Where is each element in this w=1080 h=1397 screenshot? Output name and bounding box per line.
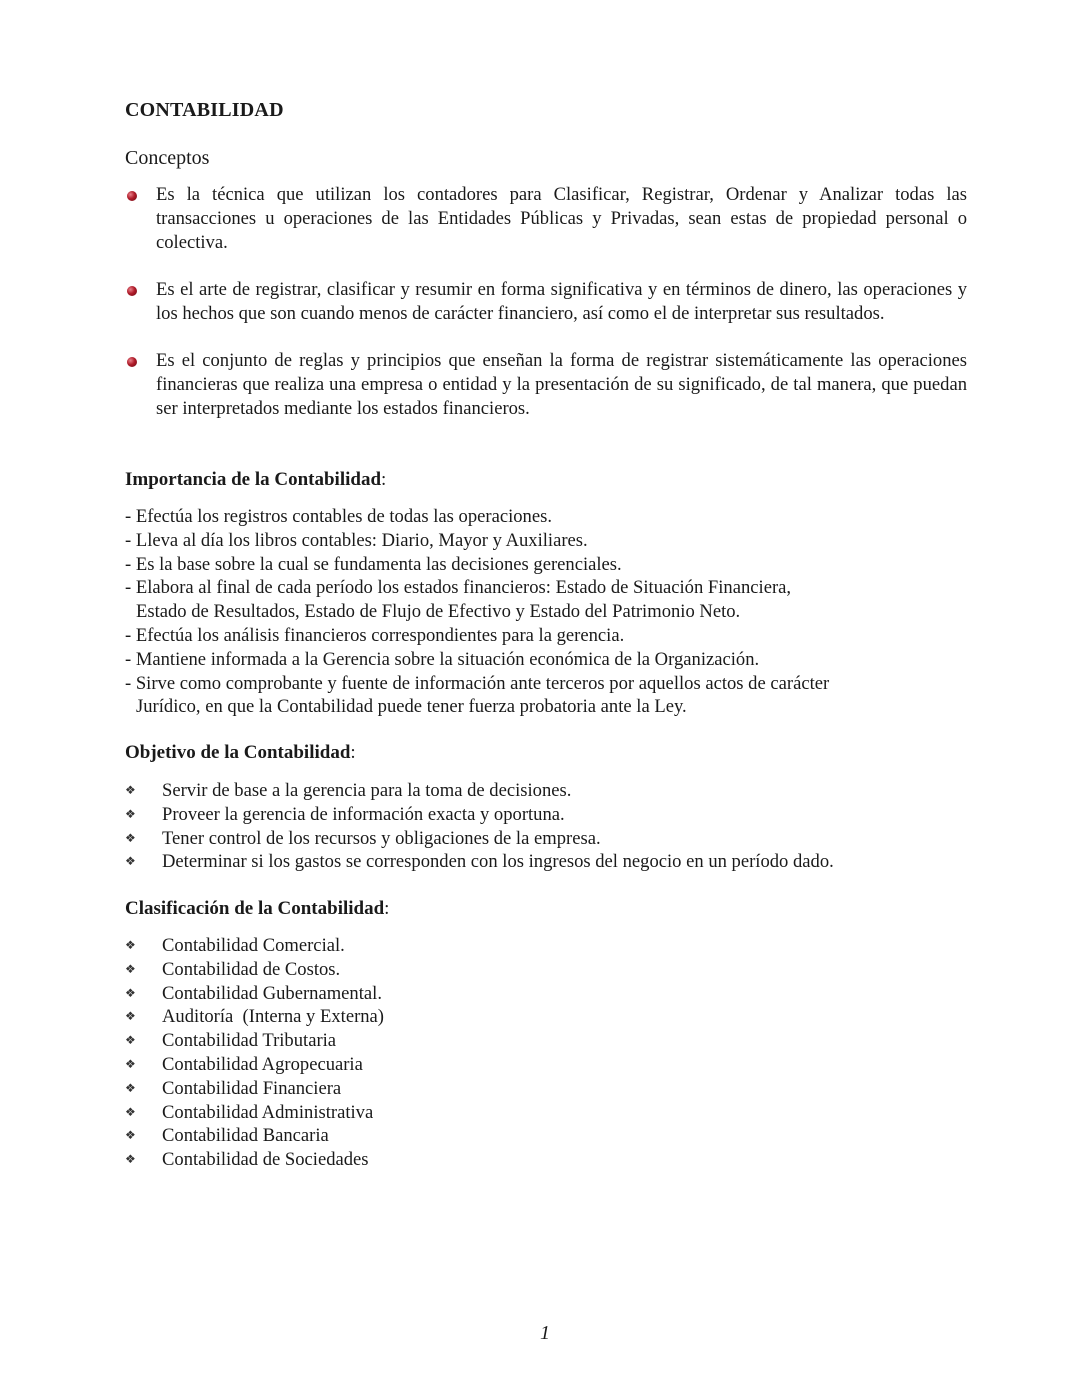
importance-heading-text: Importancia de la Contabilidad — [125, 469, 382, 490]
importance-item: - Mantiene informada a la Gerencia sobre la situación económica de la Organización. — [125, 648, 760, 670]
classification-list — [125, 934, 967, 1172]
objective-text: Proveer la gerencia de información exacta y oportuna. — [162, 803, 565, 825]
diamond-bullet-icon: ❖ — [125, 1009, 136, 1024]
objective-item — [125, 779, 967, 803]
red-ball-bullet-icon — [127, 286, 137, 296]
concepts-list — [125, 183, 967, 444]
importance-list — [125, 505, 967, 719]
classification-heading-text: Clasificación de la Contabilidad — [125, 898, 385, 919]
diamond-bullet-icon: ❖ — [125, 806, 136, 821]
concept-item — [125, 349, 967, 421]
classification-heading — [125, 898, 389, 920]
red-ball-bullet-icon — [127, 357, 137, 367]
classification-text: Contabilidad Gubernamental. — [162, 982, 382, 1004]
concept-text: Es la técnica que utilizan los contadores para Clasificar, Registrar, Ordenar y Analizar todas las transacciones u operaciones de las Entidades Públicas y Privadas, sean estas de propiedad personal o colectiva. — [156, 184, 967, 253]
diamond-bullet-icon: ❖ — [125, 1152, 136, 1167]
importance-item-continuation: Jurídico, en que la Contabilidad puede tener fuerza probatoria ante la Ley. — [136, 696, 687, 718]
classification-item — [125, 1029, 967, 1053]
concept-text: Es el arte de registrar, clasificar y resumir en forma significativa y en términos de dinero, las operaciones y los hechos que son cuando menos de carácter financiero, así como el de interpretar sus resultados. — [156, 279, 967, 324]
importance-item: - Es la base sobre la cual se fundamenta las decisiones gerenciales. — [125, 553, 622, 575]
objective-text: Determinar si los gastos se corresponden con los ingresos del negocio en un período dado. — [162, 851, 834, 873]
classification-item — [125, 1124, 967, 1148]
diamond-bullet-icon: ❖ — [125, 1056, 136, 1071]
diamond-bullet-icon: ❖ — [125, 830, 136, 845]
objective-text: Tener control de los recursos y obligaciones de la empresa. — [162, 827, 601, 849]
classification-text: Contabilidad Administrativa — [162, 1101, 374, 1123]
importance-item-continuation: Estado de Resultados, Estado de Flujo de Efectivo y Estado del Patrimonio Neto. — [136, 601, 741, 623]
objective-heading-text: Objetivo de la Contabilidad — [125, 742, 351, 763]
classification-text: Contabilidad de Costos. — [162, 958, 341, 980]
classification-item — [125, 982, 967, 1006]
concept-text: Es el conjunto de reglas y principios que enseñan la forma de registrar sistemáticamente las operaciones financieras que realiza una empresa o entidad y la presentación de su significado, de tal manera, que puedan ser interpretados mediante los estados financieros. — [156, 350, 967, 419]
concept-item — [125, 183, 967, 255]
objective-list — [125, 779, 967, 874]
importance-item: - Sirve como comprobante y fuente de información ante terceros por aquellos actos de carácter — [125, 672, 830, 694]
diamond-bullet-icon: ❖ — [125, 1033, 136, 1048]
classification-item — [125, 1077, 967, 1101]
diamond-bullet-icon: ❖ — [125, 985, 136, 1000]
diamond-bullet-icon: ❖ — [125, 1104, 136, 1119]
classification-text: Contabilidad Comercial. — [162, 935, 345, 956]
document-title: CONTABILIDAD — [125, 99, 284, 121]
heading-colon: : — [350, 742, 356, 763]
concept-item — [125, 278, 967, 326]
importance-item: - Efectúa los registros contables de todas las operaciones. — [125, 506, 552, 527]
importance-item: - Lleva al día los libros contables: Diario, Mayor y Auxiliares. — [125, 529, 588, 551]
classification-text: Contabilidad Tributaria — [162, 1030, 337, 1052]
classification-text: Contabilidad de Sociedades — [162, 1149, 369, 1171]
concepts-heading: Conceptos — [125, 147, 210, 169]
objective-item — [125, 803, 967, 827]
diamond-bullet-icon: ❖ — [125, 783, 136, 797]
diamond-bullet-icon: ❖ — [125, 1128, 136, 1143]
diamond-bullet-icon: ❖ — [125, 1080, 136, 1095]
classification-text: Contabilidad Bancaria — [162, 1125, 329, 1147]
red-ball-bullet-icon — [127, 191, 137, 201]
importance-heading — [125, 469, 386, 491]
diamond-bullet-icon: ❖ — [125, 938, 136, 952]
classification-text: Auditoría (Interna y Externa) — [162, 1006, 384, 1028]
importance-item: - Elabora al final de cada período los estados financieros: Estado de Situación Financiera, — [125, 577, 792, 599]
page-number: 1 — [540, 1322, 550, 1344]
diamond-bullet-icon: ❖ — [125, 854, 136, 869]
classification-item — [125, 1053, 967, 1077]
importance-item: - Efectúa los análisis financieros correspondientes para la gerencia. — [125, 624, 625, 646]
classification-text: Contabilidad Agropecuaria — [162, 1053, 363, 1075]
heading-colon: : — [384, 898, 390, 919]
heading-colon: : — [381, 469, 387, 490]
classification-text: Contabilidad Financiera — [162, 1077, 342, 1099]
objective-heading — [125, 742, 356, 764]
objective-text: Servir de base a la gerencia para la toma de decisiones. — [162, 780, 572, 801]
classification-item — [125, 934, 967, 958]
classification-item — [125, 958, 967, 982]
diamond-bullet-icon: ❖ — [125, 961, 136, 976]
objective-item — [125, 850, 967, 874]
classification-item — [125, 1005, 967, 1029]
classification-item — [125, 1148, 967, 1172]
objective-item — [125, 827, 967, 851]
classification-item — [125, 1101, 967, 1125]
